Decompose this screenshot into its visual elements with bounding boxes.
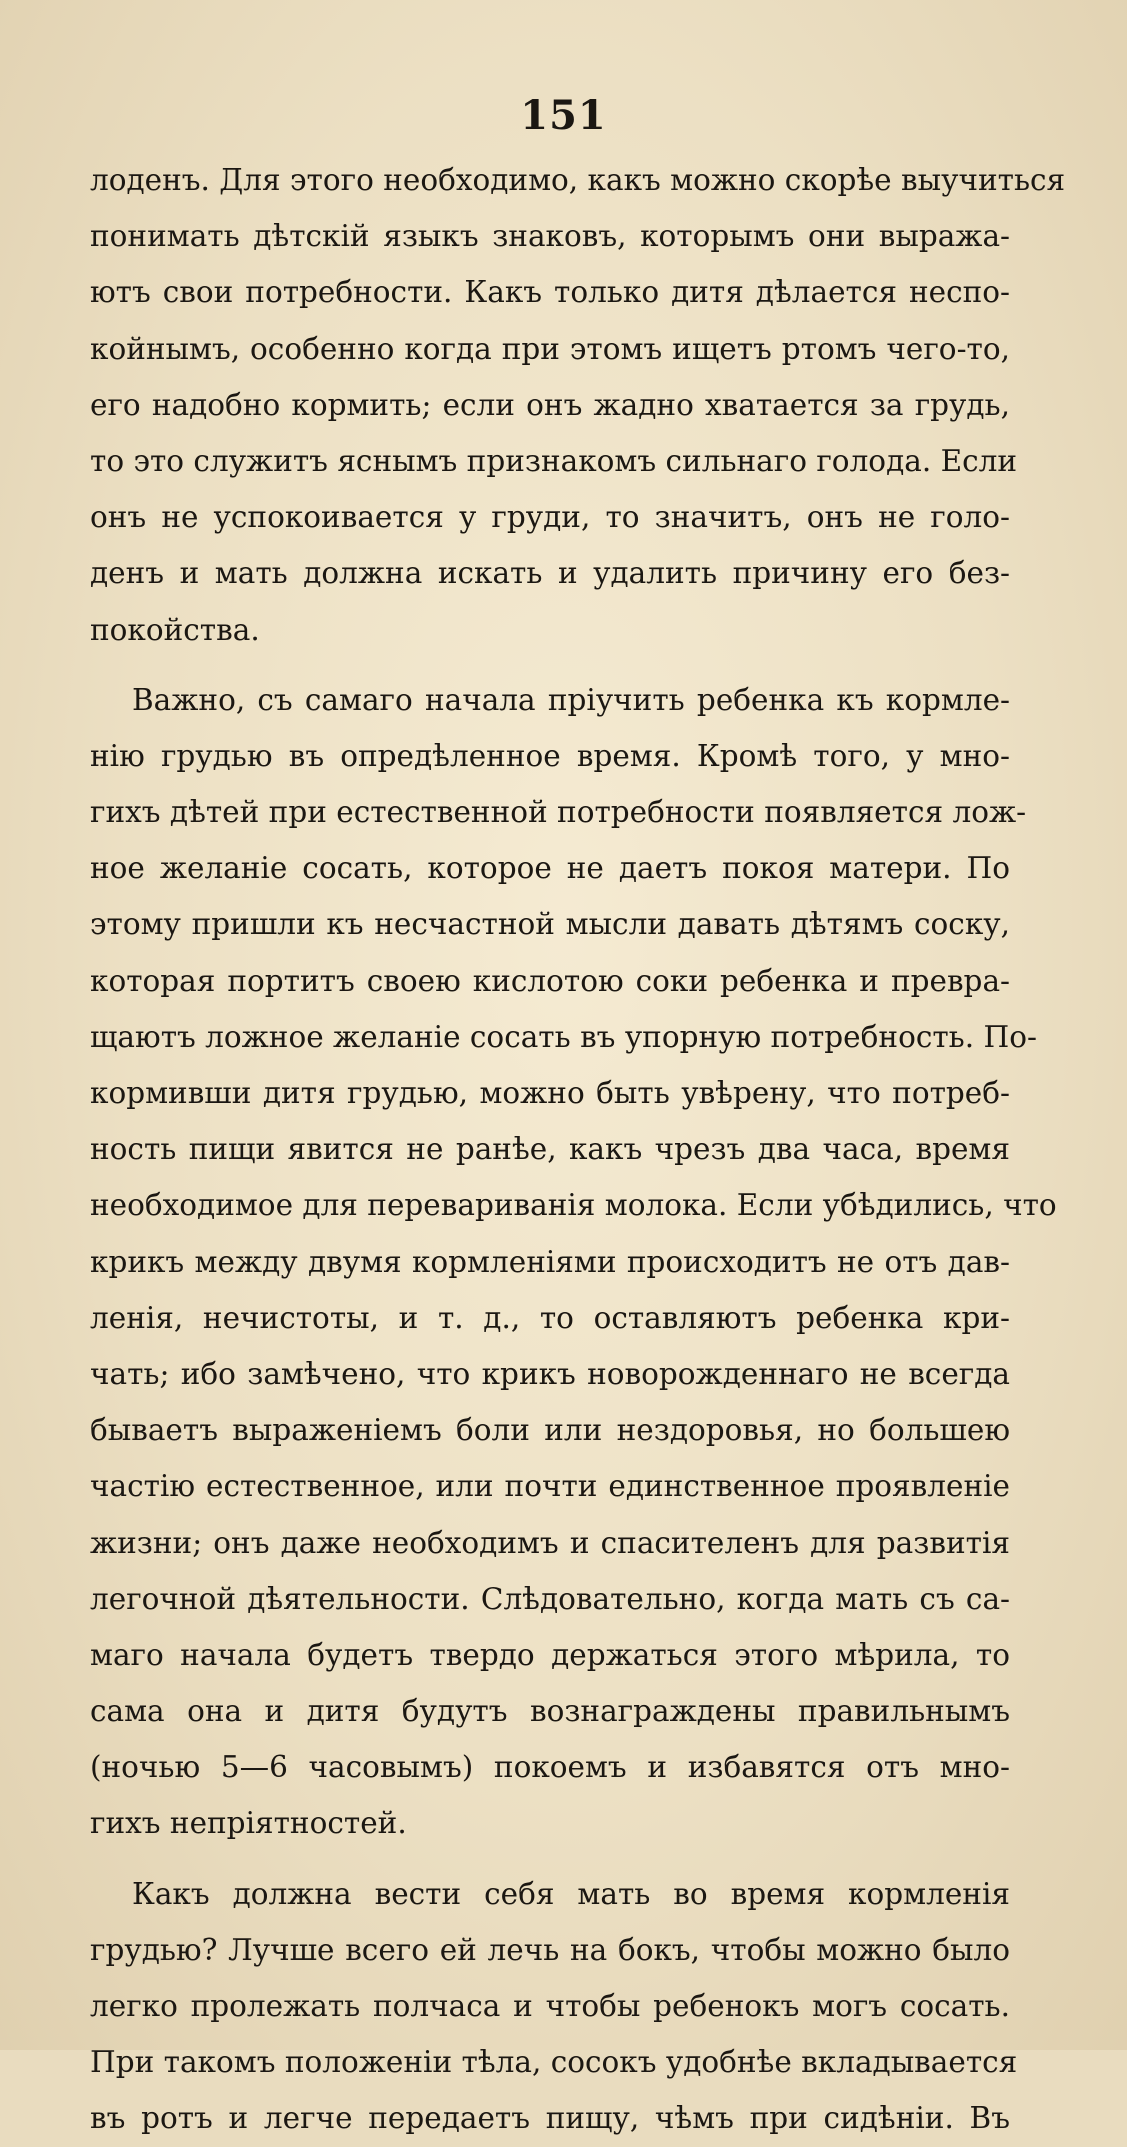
text-line: ность пищи явится не ранѣе, какъ чрезъ два часа, время xyxy=(90,1132,1010,1167)
text-line: При такомъ положеніи тѣла, сосокъ удобнѣе вкладывается xyxy=(90,2045,1018,2080)
text-line: койнымъ, особенно когда при этомъ ищетъ ртомъ чего-то, xyxy=(90,331,1010,366)
paragraph xyxy=(90,672,1057,1852)
text-line: щаютъ ложное желаніе сосать въ упорную потребность. По- xyxy=(90,1019,1037,1054)
text-line: ютъ свои потребности. Какъ только дитя дѣлается неспо- xyxy=(90,275,1010,310)
text-line: лоденъ. Для этого необходимо, какъ можно скорѣе выучиться xyxy=(90,163,1066,197)
paragraph xyxy=(90,152,1066,658)
text-line: ленія, нечистоты, и т. д., то оставляютъ ребенка кри- xyxy=(90,1300,1010,1335)
text-line: покойства. xyxy=(90,612,260,647)
text-line: денъ и мать должна искать и удалить причину его без- xyxy=(90,556,1010,591)
text-line: бываетъ выраженіемъ боли или нездоровья, но большею xyxy=(90,1413,1010,1448)
text-line: этому пришли къ несчастной мысли давать дѣтямъ соску, xyxy=(90,907,1010,942)
text-line: которая портитъ своею кислотою соки ребенка и превра- xyxy=(90,963,1010,998)
text-line: кормивши дитя грудью, можно быть увѣрену, что потреб- xyxy=(90,1076,1010,1110)
paragraph xyxy=(90,1866,1018,2147)
text-line: въ ротъ и легче передаетъ пищу, чѣмъ при сидѣніи. Въ xyxy=(90,2101,1010,2136)
text-line: (ночью 5—6 часовымъ) покоемъ и избавятся отъ мно- xyxy=(90,1750,1010,1785)
text-line: крикъ между двумя кормленіями происходитъ не отъ дав- xyxy=(90,1244,1010,1279)
text-line: Какъ должна вести себя мать во время кормленія xyxy=(132,1876,1010,1911)
text-line: чать; ибо замѣчено, что крикъ новорожденнаго не всегда xyxy=(90,1356,1010,1391)
text-line: частію естественное, или почти единственное проявленіе xyxy=(90,1469,1010,1504)
text-line: необходимое для перевариванія молока. Если убѣдились, что xyxy=(90,1188,1057,1223)
body-text xyxy=(90,152,1066,2147)
text-line: жизни; онъ даже необходимъ и спасителенъ для развитія xyxy=(90,1525,1010,1560)
text-line: маго начала будетъ твердо держаться этого мѣрила, то xyxy=(90,1637,1010,1672)
text-line: легко пролежать полчаса и чтобы ребенокъ могъ сосать. xyxy=(90,1989,1010,2023)
text-line: понимать дѣтскій языкъ знаковъ, которымъ они выража- xyxy=(90,219,1010,254)
text-line: онъ не успокоивается у груди, то значитъ, онъ не голо- xyxy=(90,500,1010,535)
text-line: то это служитъ яснымъ признакомъ сильнаго голода. Если xyxy=(90,443,1018,478)
page-number: 151 xyxy=(520,92,607,139)
text-line: нію грудью въ опредѣленное время. Кромѣ того, у мно- xyxy=(90,738,1010,773)
text-line: ное желаніе сосать, которое не даетъ покоя матери. По xyxy=(90,851,1010,886)
text-line: гихъ непріятностей. xyxy=(90,1806,407,1841)
text-line: сама она и дитя будутъ вознаграждены правильнымъ xyxy=(90,1694,1010,1729)
text-line: грудью? Лучше всего ей лечь на бокъ, чтобы можно было xyxy=(90,1932,1010,1967)
text-line: легочной дѣятельности. Слѣдовательно, когда мать съ са- xyxy=(90,1581,1010,1616)
text-line: его надобно кормить; если онъ жадно хватается за грудь, xyxy=(90,387,1010,422)
text-line: гихъ дѣтей при естественной потребности появляется лож- xyxy=(90,795,1027,830)
text-line: Важно, съ самаго начала пріучить ребенка къ кормле- xyxy=(132,682,1010,717)
